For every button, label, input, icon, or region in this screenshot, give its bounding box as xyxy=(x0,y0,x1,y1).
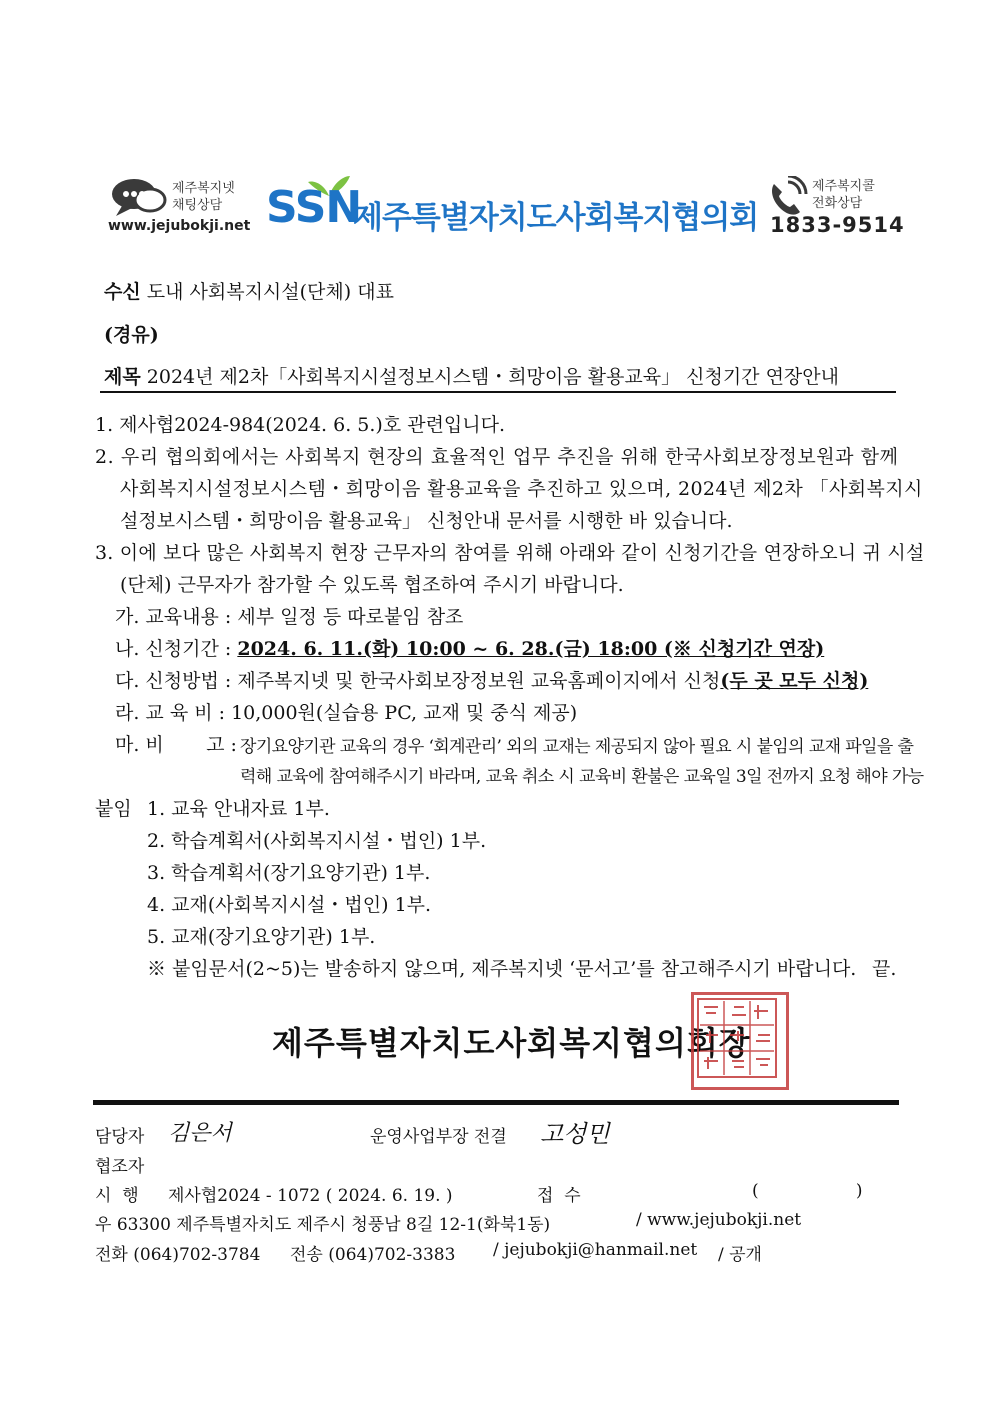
paragraph-1: 1. 제사협2024-984(2024. 6. 5.)호 관련입니다. xyxy=(95,414,506,436)
attachments-label: 붙임 xyxy=(95,798,132,820)
paragraph-2-line-3: 설정보시스템・희망이음 활용교육」 신청안내 문서를 시행한 바 있습니다. xyxy=(120,510,733,532)
paragraph-3-line-1: 3. 이에 보다 많은 사회복지 현장 근무자의 참여를 위해 아래와 같이 신청기간을 연장하오니 귀 시설 xyxy=(95,542,925,564)
attachment-item: 2. 학습계획서(사회복지시설・법인) 1부. xyxy=(147,830,487,852)
paragraph-3-line-2: (단체) 근무자가 참가할 수 있도록 협조하여 주시기 바랍니다. xyxy=(120,574,624,596)
recipient-row xyxy=(104,277,394,304)
ssn-logo: SSN xyxy=(266,182,362,233)
email[interactable]: / jejubokji@hanmail.net xyxy=(493,1240,698,1260)
chat-service-label-2: 채팅상담 xyxy=(172,198,223,213)
manager-label: 담당자 xyxy=(95,1127,145,1147)
seal-icon xyxy=(694,995,786,1087)
phone: 전화 (064)702-3784 xyxy=(95,1245,261,1265)
approver-label: 운영사업부장 전결 xyxy=(370,1127,507,1147)
recipient-value: 도내 사회복지시설(단체) 대표 xyxy=(146,281,394,303)
item-e-value-line-2: 력해 교육에 참여해주시기 바라며, 교육 취소 시 교육비 환불은 교육일 3일 전까지 요청 해야 가능 xyxy=(240,767,924,787)
recipient-label: 수신 xyxy=(104,281,141,303)
item-c-value: 제주복지넷 및 한국사회보장정보원 교육홈페이지에서 신청 xyxy=(237,670,721,692)
item-d-value: 10,000원(실습용 PC, 교재 및 중식 제공) xyxy=(231,702,578,724)
footer-divider xyxy=(93,1100,899,1105)
item-e-label: 마. 비 고 : xyxy=(115,734,237,756)
item-a-value: 세부 일정 등 따로붙임 참조 xyxy=(237,606,464,628)
item-b-label: 나. 신청기간 : xyxy=(115,638,232,660)
enforce-value: 제사협2024 - 1072 ( 2024. 6. 19. ) xyxy=(168,1186,453,1206)
item-c-label: 다. 신청방법 : xyxy=(115,670,232,692)
chat-bubbles-icon xyxy=(110,176,168,218)
call-number[interactable]: 1833-9514 xyxy=(770,213,905,237)
chat-service-label: 제주복지넷 xyxy=(172,181,235,196)
call-service-label-2: 전화상담 xyxy=(812,196,863,211)
fax: 전송 (064)702-3383 xyxy=(290,1245,456,1265)
approver-signature: 고성민 xyxy=(540,1120,610,1148)
end-mark: 끝. xyxy=(872,958,897,980)
enforce-label: 시 행 xyxy=(95,1186,139,1206)
address-website[interactable]: / www.jejubokji.net xyxy=(636,1210,802,1230)
sender-name: 제주특별자치도사회복지협의회장 xyxy=(272,1024,751,1062)
call-service-label: 제주복지콜 xyxy=(812,179,875,194)
address: 우 63300 제주특별자치도 제주시 청풍남 8길 12-1(화북1동) xyxy=(95,1215,551,1235)
item-d-label: 라. 교 육 비 : xyxy=(115,702,226,724)
item-c-emphasis: (두 곳 모두 신청) xyxy=(720,670,869,692)
item-d xyxy=(115,698,577,725)
paragraph-2-line-2: 사회복지시설정보시스템・희망이음 활용교육을 추진하고 있으며, 2024년 제2차 「사회복지시 xyxy=(120,478,923,500)
via-label: (경유) xyxy=(104,324,159,346)
attachment-item: 5. 교재(장기요양기관) 1부. xyxy=(147,926,376,948)
subject-row xyxy=(104,362,839,389)
item-c xyxy=(115,666,868,693)
manager-signature: 김은서 xyxy=(168,1121,232,1146)
subject-value: 2024년 제2차「사회복지시설정보시스템・희망이음 활용교육」 신청기간 연장안내 xyxy=(146,366,839,388)
website-link[interactable]: www.jejubokji.net xyxy=(108,218,251,234)
item-b xyxy=(115,634,824,661)
item-a xyxy=(115,602,463,629)
attachments-note: ※ 붙임문서(2~5)는 발송하지 않으며, 제주복지넷 ‘문서고’를 참고해주시기 바랍니다. xyxy=(147,958,857,980)
receive-value: ( ) xyxy=(752,1181,863,1201)
attachment-item: 4. 교재(사회복지시설・법인) 1부. xyxy=(147,894,432,916)
subject-divider xyxy=(100,391,896,393)
attachment-item: 3. 학습계획서(장기요양기관) 1부. xyxy=(147,862,431,884)
official-seal xyxy=(691,992,789,1090)
cooperator-label: 협조자 xyxy=(95,1157,145,1177)
attachment-item: 1. 교육 안내자료 1부. xyxy=(147,798,330,820)
phone-icon xyxy=(764,176,808,218)
item-e-value-line-1: 장기요양기관 교육의 경우 ‘회계관리’ 외의 교재는 제공되지 않아 필요 시 붙임의 교재 파일을 출 xyxy=(240,737,914,757)
paragraph-2-line-1: 2. 우리 협의회에서는 사회복지 현장의 효율적인 업무 추진을 위해 한국사회보장정보원과 함께 xyxy=(95,446,899,468)
receive-label: 접 수 xyxy=(537,1186,581,1206)
subject-label: 제목 xyxy=(104,366,141,388)
item-b-value: 2024. 6. 11.(화) 10:00 ~ 6. 28.(금) 18:00 (※ 신청기간 연장) xyxy=(237,638,825,660)
item-a-label: 가. 교육내용 : xyxy=(115,606,232,628)
org-name-logo: 제주특별자치도사회복지협의회 xyxy=(353,200,759,236)
disclosure: / 공개 xyxy=(718,1245,762,1265)
